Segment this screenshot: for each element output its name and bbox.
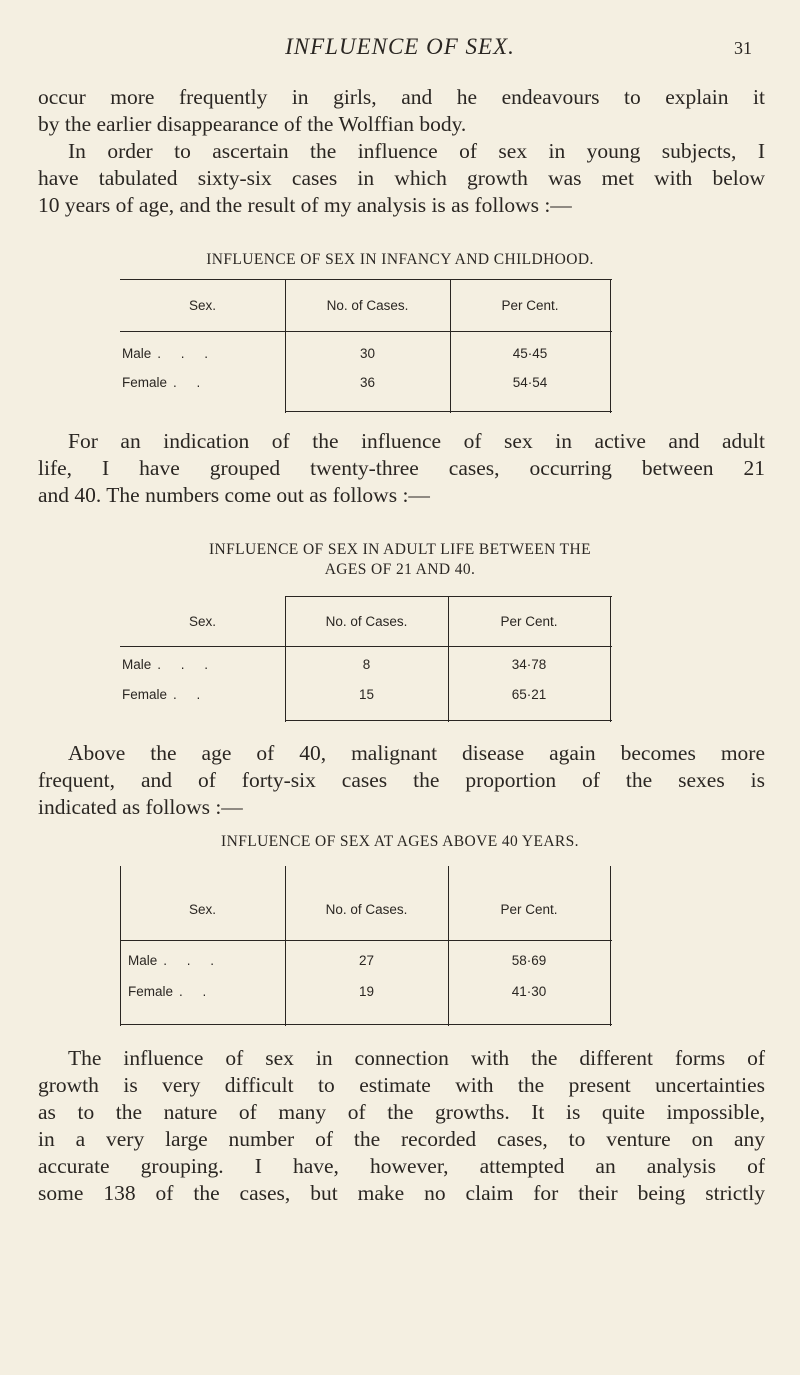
table-row-label: Female . . [128, 984, 215, 999]
sex-table-adult [120, 596, 612, 722]
table-cell-cases: 36 [359, 375, 376, 390]
table-title-line: INFLUENCE OF SEX IN ADULT LIFE BETWEEN THE [208, 541, 592, 558]
running-head [0, 34, 800, 64]
table-title-line: AGES OF 21 AND 40. [324, 561, 476, 578]
text-line: occur more frequently in girls, and he endeavours to explain it [38, 85, 765, 109]
paragraph-adult [38, 428, 765, 509]
column-header-sex: Sex. [188, 298, 216, 313]
table-cell-cases: 30 [359, 346, 376, 361]
text-line: Above the age of 40, malignant disease again becomes more [68, 741, 765, 765]
table-cell-cases: 15 [358, 687, 375, 702]
paragraph-intro [38, 84, 765, 219]
column-header-sex: Sex. [188, 902, 216, 917]
page-number: 31 [734, 38, 752, 58]
column-header-cases: No. of Cases. [326, 298, 409, 313]
text-line: indicated as follows :— [38, 795, 243, 819]
table-row-label: Male . . . [122, 346, 217, 361]
text-line: accurate grouping. I have, however, attempted an analysis of [38, 1154, 765, 1178]
text-line: For an indication of the influence of sex in active and adult [68, 429, 765, 453]
table-cell-percent: 34·78 [511, 657, 547, 672]
text-line: in a very large number of the recorded cases, to venture on any [38, 1127, 765, 1151]
text-line: as to the nature of many of the growths. It is quite impossible, [38, 1100, 765, 1124]
text-line: life, I have grouped twenty-three cases, occurring between 21 [38, 456, 765, 480]
table-cell-percent: 41·30 [511, 984, 547, 999]
table-row-label: Male . . . [128, 953, 223, 968]
text-line: In order to ascertain the influence of sex in young subjects, I [68, 139, 765, 163]
text-line: some 138 of the cases, but make no claim for their being strictly [38, 1181, 765, 1205]
text-line: The influence of sex in connection with the different forms of [68, 1046, 765, 1070]
running-head-title: INFLUENCE OF SEX. [285, 34, 515, 59]
table-cell-percent: 45·45 [512, 346, 548, 361]
table-row-label: Female . . [122, 687, 209, 702]
sex-table-childhood [120, 279, 612, 413]
table-cell-cases: 19 [358, 984, 375, 999]
text-line: have tabulated sixty-six cases in which growth was met with below [38, 166, 765, 190]
table-title [0, 540, 800, 580]
text-line: frequent, and of forty-six cases the proportion of the sexes is [38, 768, 765, 792]
column-header-percent: Per Cent. [500, 902, 558, 917]
table-cell-percent: 65·21 [511, 687, 547, 702]
table-title: INFLUENCE OF SEX IN INFANCY AND CHILDHOOD. [206, 251, 594, 268]
table-title: INFLUENCE OF SEX AT AGES ABOVE 40 YEARS. [221, 833, 579, 850]
table-cell-cases: 27 [358, 953, 375, 968]
text-line: by the earlier disappearance of the Wolffian body. [38, 112, 467, 136]
table-cell-percent: 58·69 [511, 953, 547, 968]
table-row-label: Male . . . [122, 657, 217, 672]
table-cell-percent: 54·54 [512, 375, 548, 390]
sex-table-above-forty [120, 866, 612, 1026]
table-cell-cases: 8 [362, 657, 371, 672]
column-header-percent: Per Cent. [500, 614, 558, 629]
column-header-sex: Sex. [188, 614, 216, 629]
paragraph-forms-of-growth [38, 1045, 765, 1207]
text-line: growth is very difficult to estimate with the present uncertainties [38, 1073, 765, 1097]
column-header-cases: No. of Cases. [325, 902, 408, 917]
column-header-cases: No. of Cases. [325, 614, 408, 629]
text-line: and 40. The numbers come out as follows :— [38, 483, 430, 507]
column-header-percent: Per Cent. [501, 298, 559, 313]
table-row-label: Female . . [122, 375, 209, 390]
paragraph-above-forty [38, 740, 765, 821]
text-line: 10 years of age, and the result of my analysis is as follows :— [38, 193, 572, 217]
